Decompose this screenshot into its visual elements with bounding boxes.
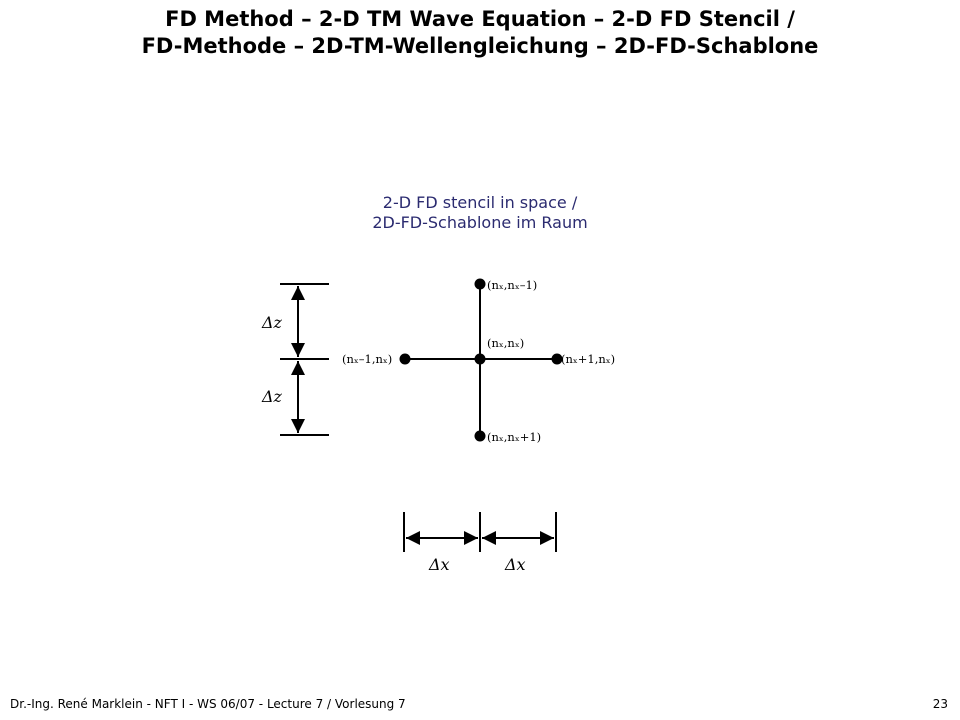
- slide-title-line-1: FD Method – 2-D TM Wave Equation – 2-D FD Stencil /: [165, 7, 795, 31]
- delta-z-upper-label: Δz: [262, 313, 282, 332]
- diagram-caption-line-2: 2D-FD-Schablone im Raum: [372, 213, 588, 232]
- slide-footer: Dr.-Ing. René Marklein - NFT I - WS 06/07 - Lecture 7 / Vorlesung 7: [10, 697, 406, 711]
- slide-title-line-2: FD-Methode – 2D-TM-Wellengleichung – 2D-FD-Schablone: [141, 34, 819, 58]
- delta-x-right-label: Δx: [505, 555, 526, 574]
- node-label-bottom: (nₓ,nₓ+1): [487, 430, 542, 444]
- node-label-left: (nₓ–1,nₓ): [342, 352, 393, 366]
- node-bottom: [475, 431, 486, 442]
- node-label-center: (nₓ,nₓ): [487, 336, 525, 350]
- node-label-top: (nₓ,nₓ–1): [487, 278, 538, 292]
- diagram-caption-line-1: 2-D FD stencil in space /: [382, 193, 578, 212]
- delta-z-lower-label: Δz: [262, 387, 282, 406]
- page-number: 23: [932, 697, 948, 711]
- node-center: [475, 354, 486, 365]
- node-label-right: (nₓ+1,nₓ): [561, 352, 616, 366]
- node-left: [400, 354, 411, 365]
- delta-x-left-label: Δx: [429, 555, 450, 574]
- node-top: [475, 279, 486, 290]
